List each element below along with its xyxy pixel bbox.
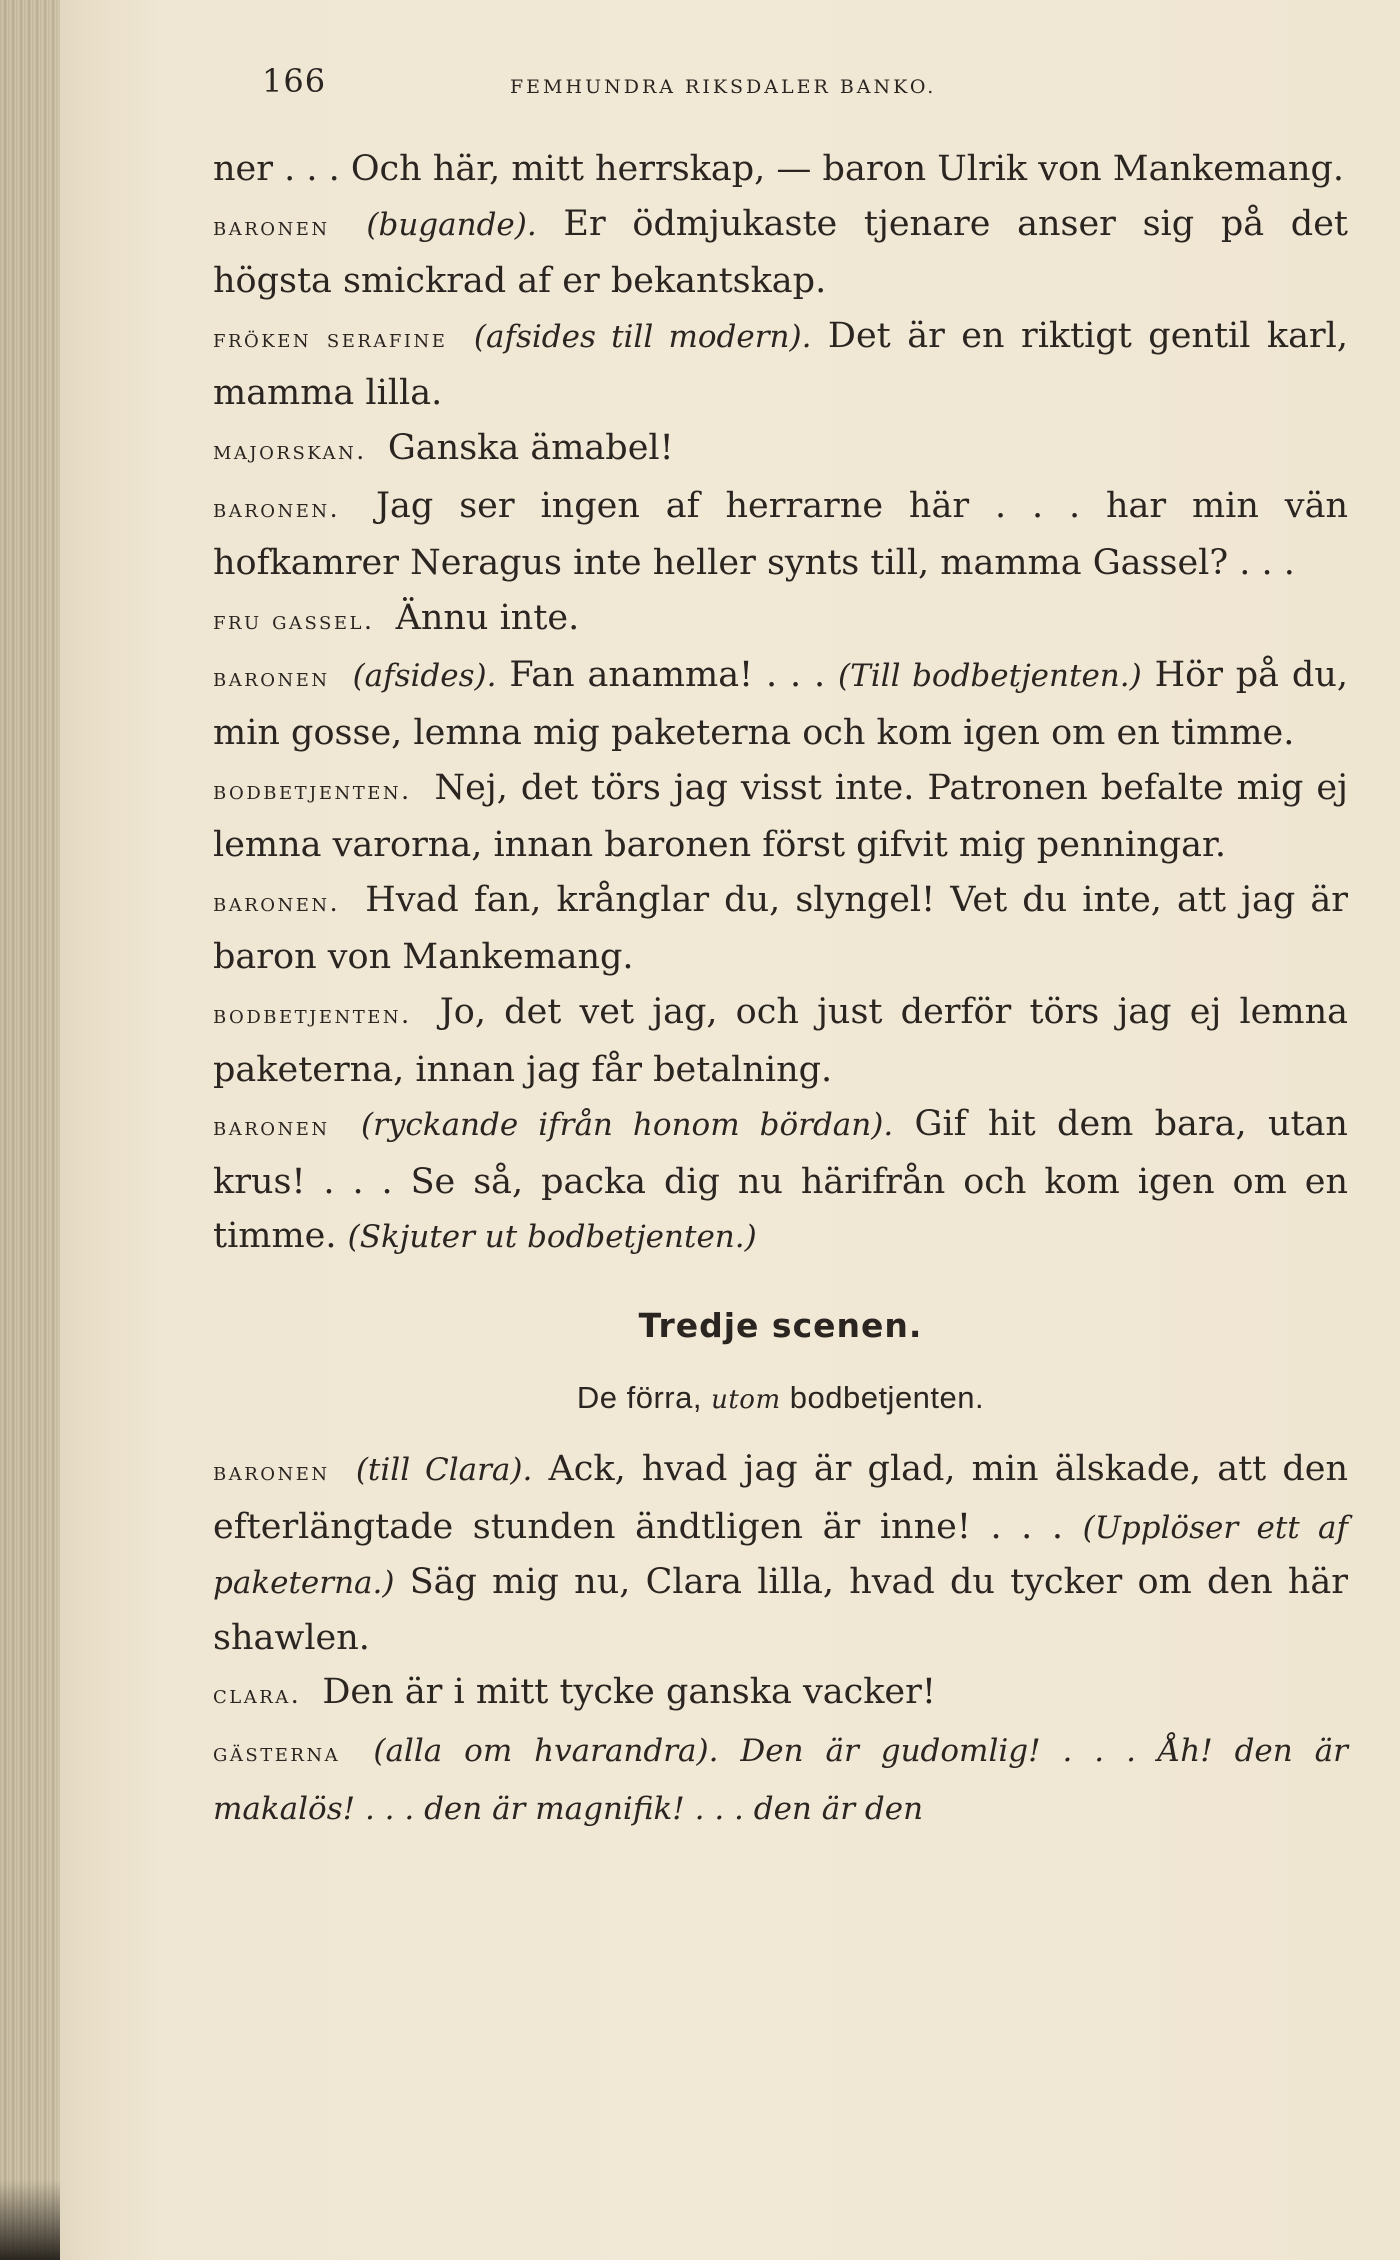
- dialogue-text: Jag ser ingen af herrarne här . . . har min vän hofkamrer Neragus inte heller synts till, mamma Gassel? . . .: [213, 485, 1348, 584]
- paragraph: [213, 309, 1348, 421]
- scene-desc-text: bodbetjenten.: [789, 1380, 985, 1416]
- paragraph: [213, 591, 1348, 649]
- speaker-name: majorskan.: [213, 435, 367, 465]
- page-header: [262, 62, 1347, 102]
- page-number: 166: [262, 62, 327, 100]
- dialogue-text: Gif hit dem bara, utan krus! . . . Se så, packa dig nu härifrån och kom igen om en timme.: [213, 1104, 1348, 1257]
- stage-direction: (Till bodbetjenten.): [837, 658, 1142, 695]
- dialogue-text: Ack, hvad jag är glad, min älskade, att den efterlängtade stunden ändtligen är inne! . . .: [213, 1449, 1348, 1547]
- paragraph: [213, 648, 1348, 760]
- paragraph: [213, 421, 1348, 479]
- speaker-name: gästerna: [213, 1738, 341, 1768]
- stage-direction: (bugande).: [366, 206, 537, 243]
- paragraph: [213, 479, 1348, 591]
- dialogue-text: Det är en riktigt gentil karl, mamma lilla.: [213, 315, 1348, 414]
- stage-direction: (afsides till modern).: [473, 318, 812, 355]
- paragraph: [213, 985, 1348, 1097]
- paragraph: [213, 1442, 1348, 1665]
- dialogue-text: Ännu inte.: [395, 597, 580, 638]
- paragraph: [213, 1665, 1348, 1723]
- stage-direction: (till Clara).: [355, 1452, 533, 1489]
- scene-desc-text: De förra,: [576, 1380, 702, 1416]
- speaker-name: clara.: [213, 1680, 302, 1710]
- stage-direction: (afsides).: [352, 658, 497, 695]
- dialogue-text: Säg mig nu, Clara lilla, hvad du tycker om den här shawlen.: [213, 1562, 1348, 1658]
- dialogue-text: Hvad fan, krånglar du, slyngel! Vet du inte, att jag är baron von Mankemang.: [213, 879, 1348, 978]
- dialogue-text: ner . . . Och här, mitt herrskap, — baron Ulrik von Mankemang.: [213, 149, 1345, 189]
- dialogue-text: Den är i mitt tycke ganska vacker!: [322, 1672, 936, 1713]
- body-text: [213, 142, 1348, 1836]
- speaker-name: fru gassel.: [213, 605, 375, 635]
- scene-desc-italic: utom: [711, 1385, 781, 1416]
- speaker-name: bodbetjenten.: [213, 775, 412, 805]
- dialogue-text: Ganska ämabel!: [387, 427, 674, 468]
- dialogue-text: Jo, det vet jag, och just derför törs jag ej lemna paketerna, innan jag får betalning.: [213, 991, 1348, 1090]
- running-title: FEMHUNDRA RIKSDALER BANKO.: [510, 76, 937, 98]
- dialogue-text: Fan anamma! . . .: [509, 655, 826, 696]
- stage-direction: (alla om hvarandra). Den är gudomlig! . . . Åh! den är makalös! . . . den är magnifik! . . . den är den: [213, 1733, 1348, 1827]
- paragraph: [213, 197, 1348, 309]
- paragraph: [213, 142, 1348, 197]
- dialogue-text: Hör på du, min gosse, lemna mig paketerna och kom igen om en timme.: [213, 655, 1348, 753]
- dialogue-text: Er ödmjukaste tjenare anser sig på det högsta smickrad af er bekantskap.: [213, 203, 1348, 302]
- speaker-name: baronen: [213, 1112, 330, 1142]
- speaker-name: bodbetjenten.: [213, 999, 412, 1029]
- scene-description: [213, 1371, 1348, 1428]
- paragraph: [213, 761, 1348, 873]
- scene-title: Tredje scenen.: [638, 1305, 923, 1345]
- dialogue-text: Nej, det törs jag visst inte. Patronen befalte mig ej lemna varorna, innan baronen först gifvit mig penningar.: [213, 767, 1348, 866]
- speaker-name: baronen: [213, 1457, 330, 1487]
- stage-direction: (Upplöser ett af paketerna.): [213, 1509, 1348, 1602]
- stage-direction: (Skjuter ut bodbetjenten.): [347, 1219, 757, 1256]
- book-binding-edge: [0, 0, 60, 2260]
- paragraph: [213, 1097, 1348, 1265]
- speaker-name: baronen.: [213, 887, 341, 917]
- stage-direction: (ryckande ifrån honom bördan).: [361, 1107, 894, 1144]
- binding-shadow: [0, 2180, 60, 2260]
- paragraph: [213, 1723, 1348, 1836]
- speaker-name: fröken serafine: [213, 323, 448, 353]
- speaker-name: baronen.: [213, 493, 341, 523]
- speaker-name: baronen: [213, 663, 330, 693]
- paragraph: [213, 873, 1348, 985]
- speaker-name: baronen: [213, 211, 330, 241]
